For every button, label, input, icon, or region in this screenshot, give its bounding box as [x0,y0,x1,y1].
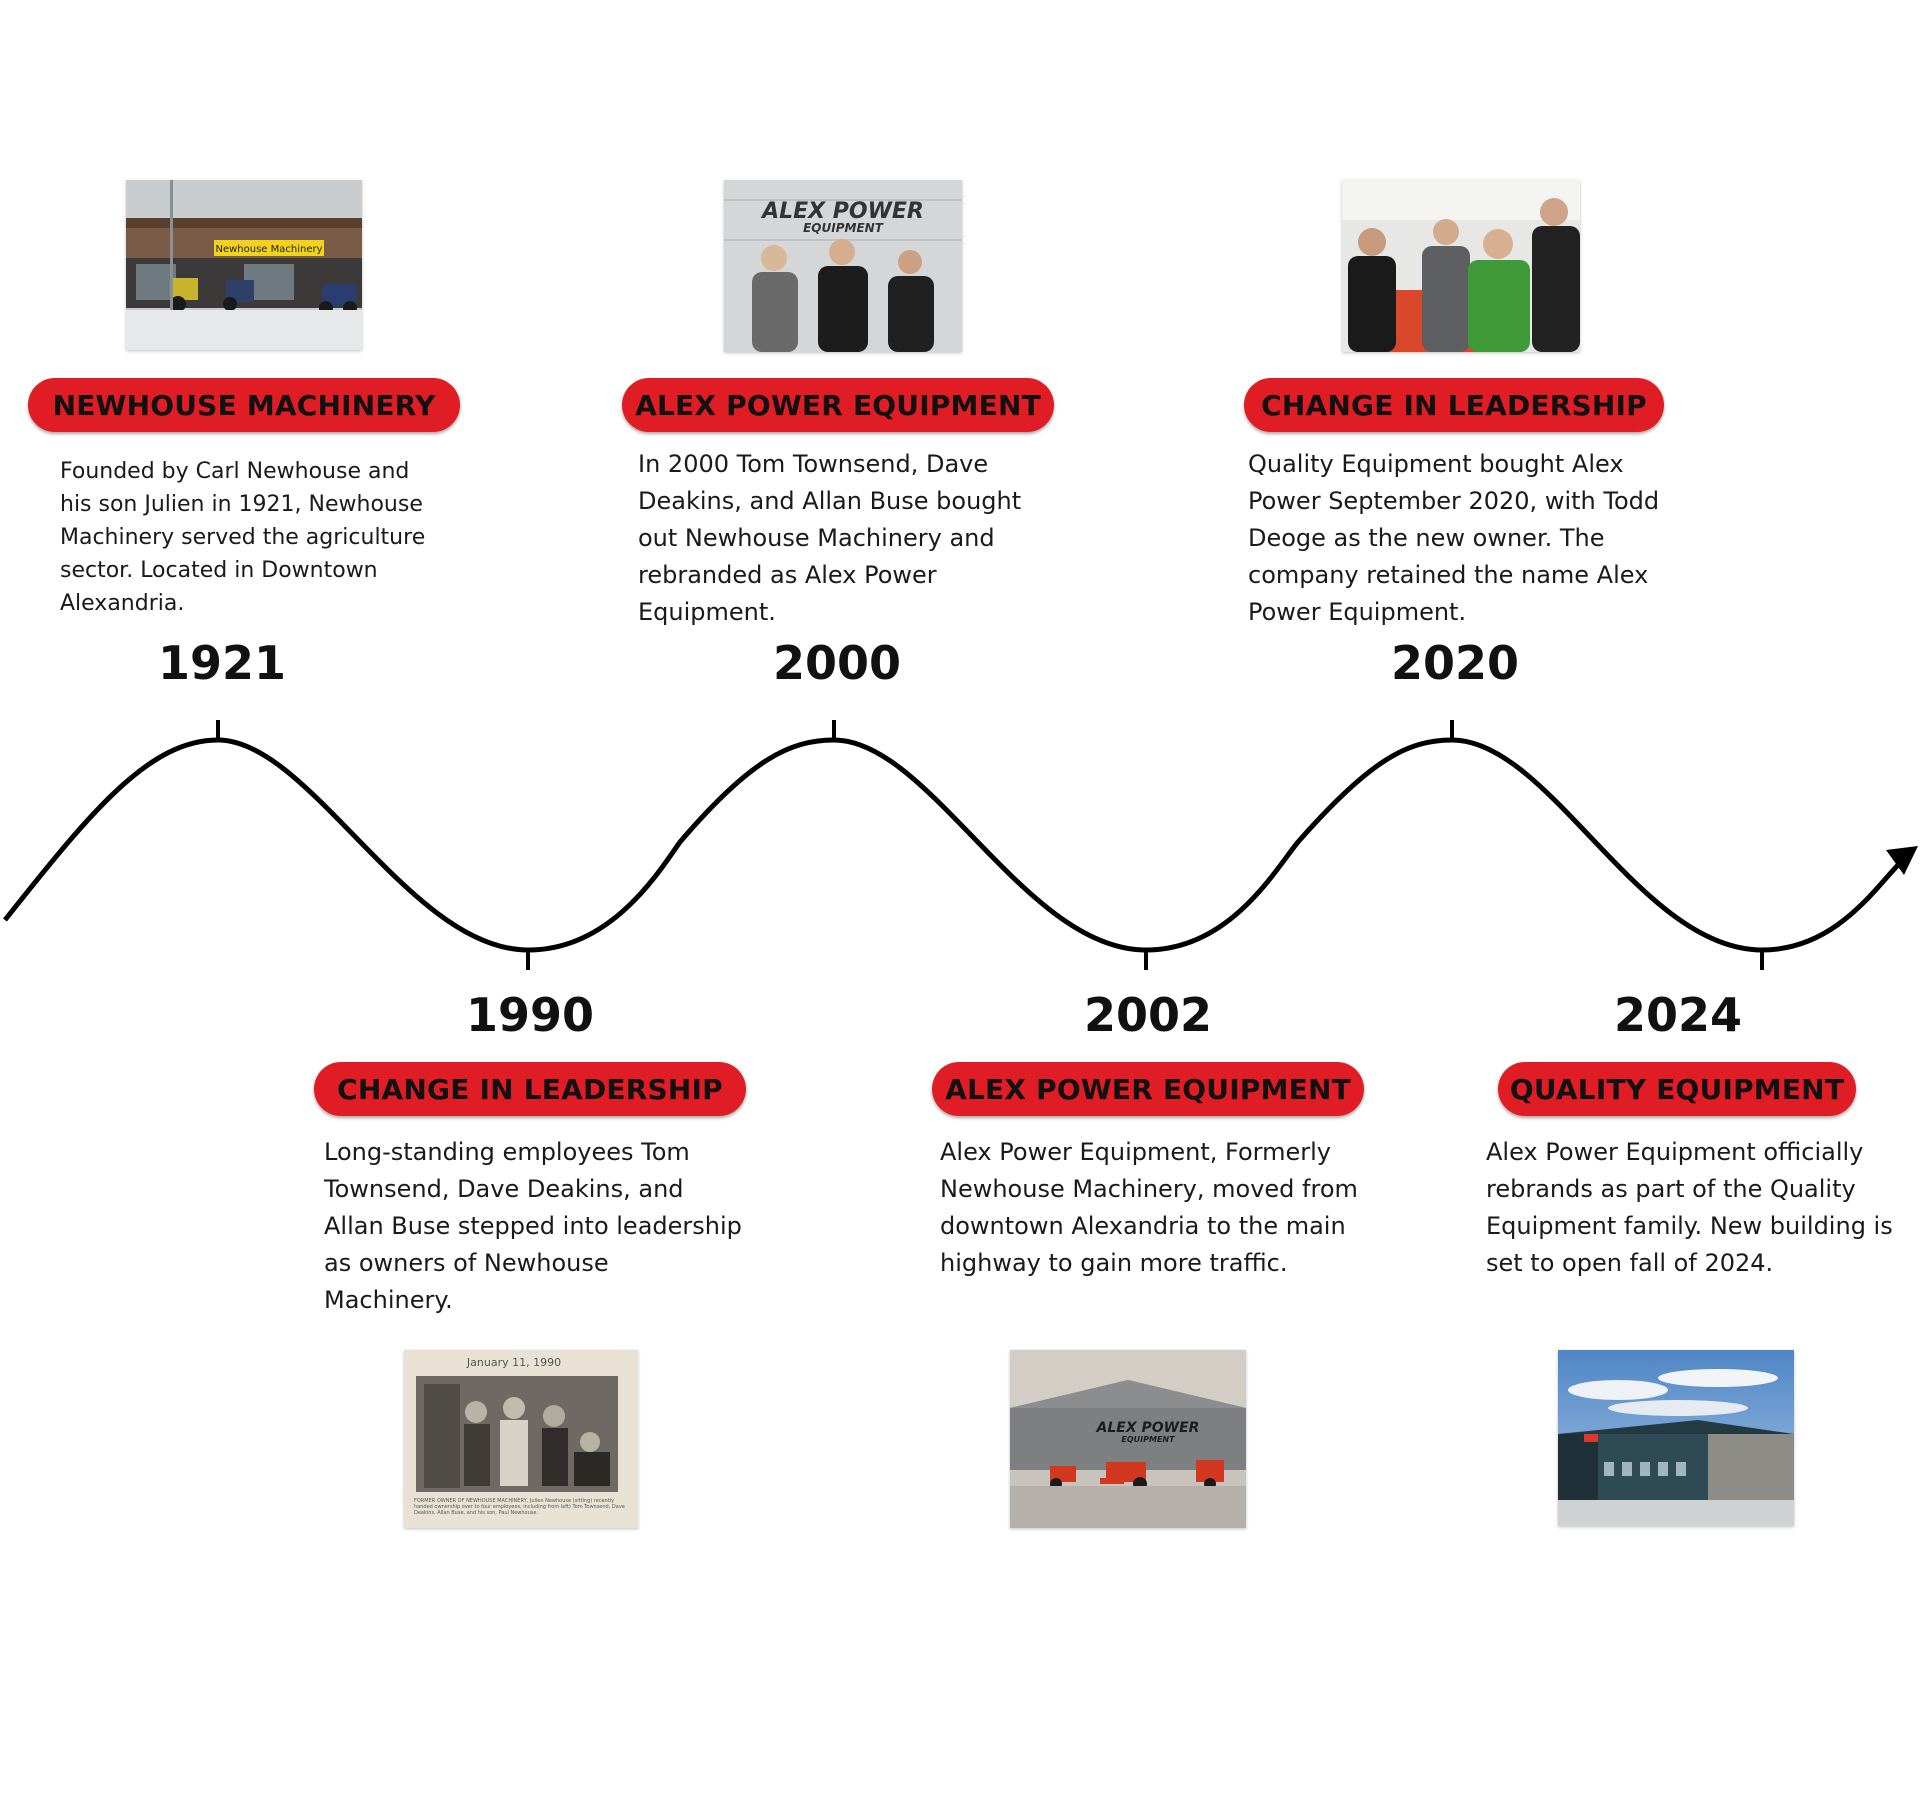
event-description-2002: Alex Power Equipment, Formerly Newhouse Machinery, moved from downtown Alexandria to the main highway to gain more traffic. [940,1138,1358,1277]
year-label-1990: 1990 [465,988,595,1042]
year-label-2000: 2000 [772,636,902,690]
year-label-1921: 1921 [157,636,287,690]
photo-newhouse-storefront [126,180,362,350]
photo-new-leadership-group [1342,180,1580,352]
photo-alex-power-owners [724,180,962,352]
event-title-2024: QUALITY EQUIPMENT [1498,1062,1856,1116]
year-label-2024: 2024 [1613,988,1743,1042]
event-description-2020: Quality Equipment bought Alex Power September 2020, with Todd Deoge as the new owner. The company retained the name Alex Power Equipment. [1248,450,1660,626]
sign-line1-2002: ALEX POWER [1096,1420,1200,1436]
event-description-1990: Long-standing employees Tom Townsend, Dave Deakins, and Allan Buse stepped into leadership as owners of Newhouse Machinery. [324,1138,742,1314]
event-title-1990: CHANGE IN LEADERSHIP [314,1062,746,1116]
event-description-2024: Alex Power Equipment officially rebrands as part of the Quality Equipment family. New building is set to open fall of 2024. [1486,1138,1893,1277]
event-title-2020: CHANGE IN LEADERSHIP [1244,378,1664,432]
event-title-2000: ALEX POWER EQUIPMENT [622,378,1054,432]
sign-line2-2000: EQUIPMENT [803,221,883,235]
clipping-date: January 11, 1990 [466,1356,562,1369]
event-title-1921: NEWHOUSE MACHINERY [28,378,460,432]
storefront-sign-text: Newhouse Machinery [215,244,323,255]
sign-line2-2002: EQUIPMENT [1121,1435,1175,1444]
year-label-2002: 2002 [1083,988,1213,1042]
photo-2002-highway-building [1010,1350,1246,1528]
clipping-caption: FORMER OWNER OF NEWHOUSE MACHINERY, Julien Newhouse (sitting) recently handed ownership over to four employees, including from left) Tom Townsend, Dave Deakins, Allan Buse, and his son, Paul Newhouse. [414,1498,625,1516]
event-description-1921: Founded by Carl Newhouse and his son Julien in 1921, Newhouse Machinery served the agriculture sector. Located in Downtown Alexandria. [60,459,426,616]
event-description-2000: In 2000 Tom Townsend, Dave Deakins, and Allan Buse bought out Newhouse Machinery and rebranded as Alex Power Equipment. [638,450,1022,626]
photo-2024-new-building [1558,1350,1794,1526]
event-title-2002: ALEX POWER EQUIPMENT [932,1062,1364,1116]
photo-1990-newspaper-clipping [404,1350,638,1528]
year-label-2020: 2020 [1390,636,1520,690]
sign-line1-2000: ALEX POWER [762,199,924,224]
timeline-curve [5,740,1905,950]
